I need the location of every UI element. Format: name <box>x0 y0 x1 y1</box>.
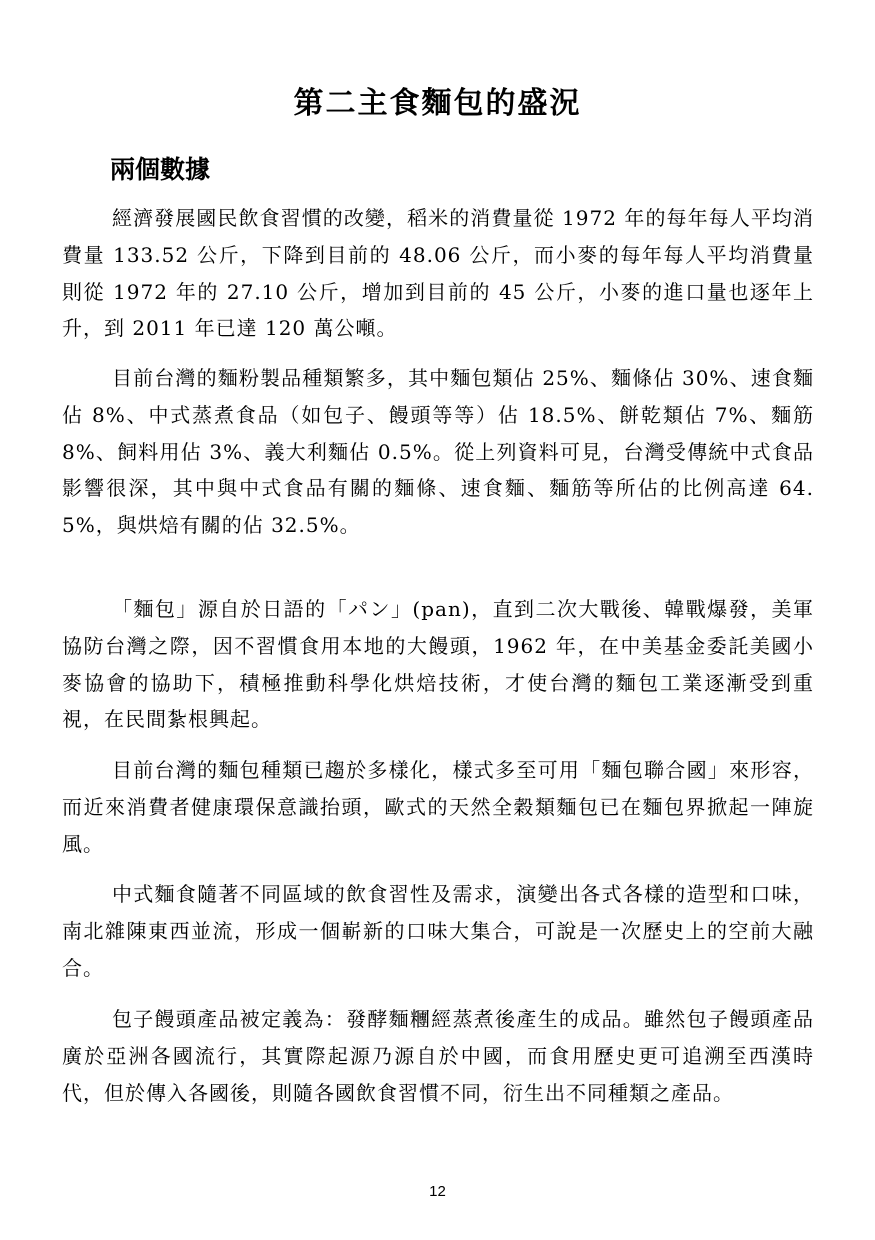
paragraph-flour-products: 目前台灣的麵粉製品種類繁多，其中麵包類佔 25%、麵條佔 30%、速食麵佔 8%、中式蒸煮食品（如包子、饅頭等等）佔 18.5%、餅乾類佔 7%、麵筋 8%、飼料用佔 3%、義大利麵佔 0.5%。從上列資料可見，台灣受傳統中式食品影響很深，其中與中式食品有關的麵條、速食麵、麵筋等所佔的比例高達 64.5%，與烘焙有關的佔 32.5%。 <box>62 366 814 538</box>
page-title: 第二主食麵包的盛況 <box>293 86 582 121</box>
paragraph-chinese-noodles: 中式麵食隨著不同區域的飲食習性及需求，演變出各式各樣的造型和口味，南北雜陳東西並流，形成一個嶄新的口味大集合，可說是一次歷史上的空前大融合。 <box>62 882 814 980</box>
paragraph-steamed-buns: 包子饅頭產品被定義為：發酵麵糰經蒸煮後產生的成品。雖然包子饅頭產品廣於亞洲各國流行，其實際起源乃源自於中國，而食用歷史更可追溯至西漢時代，但於傳入各國後，則隨各國飲食習慣不同，衍生出不同種類之產品。 <box>62 1007 814 1105</box>
section-heading: 兩個數據 <box>110 155 211 184</box>
paragraph-bread-origin: 「麵包」源自於日語的「パン」(pan)，直到二次大戰後、韓戰爆發，美軍協防台灣之際，因不習慣食用本地的大饅頭，1962 年，在中美基金委託美國小麥協會的協助下，積極推動科學化烘焙技術，才使台灣的麵包工業逐漸受到重視，在民間紮根興起。 <box>62 597 814 732</box>
paragraph-bread-variety: 目前台灣的麵包種類已趨於多樣化，樣式多至可用「麵包聯合國」來形容，而近來消費者健康環保意識抬頭，歐式的天然全穀類麵包已在麵包界掀起一陣旋風。 <box>62 758 814 856</box>
paragraph-consumption-data: 經濟發展國民飲食習慣的改變，稻米的消費量從 1972 年的每年每人平均消費量 133.52 公斤，下降到目前的 48.06 公斤，而小麥的每年每人平均消費量則從 1972 年的 27.10 公斤，增加到目前的 45 公斤，小麥的進口量也逐年上升，到 2011 年已達 120 萬公噸。 <box>62 206 814 341</box>
page-number: 12 <box>429 1183 446 1200</box>
